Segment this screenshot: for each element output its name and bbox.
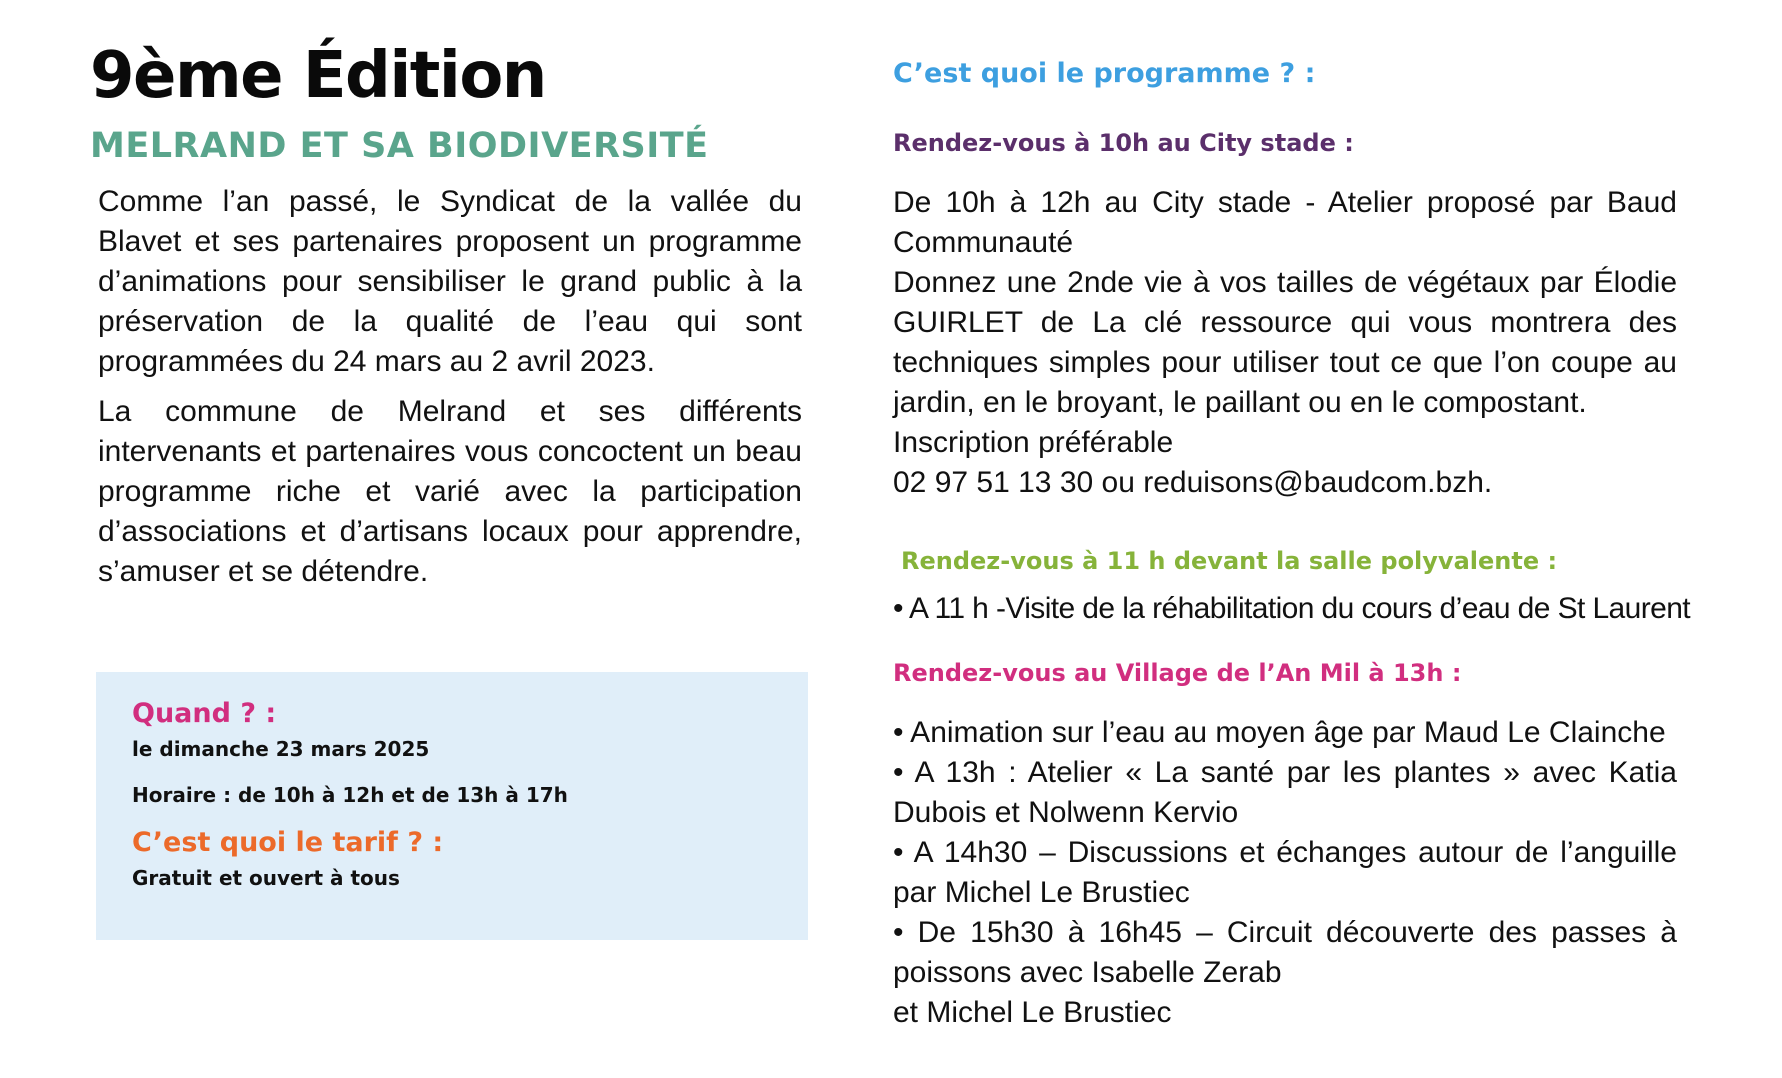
list-item-continuation: et Michel Le Brustiec [893,996,1172,1029]
left-column [90,40,802,592]
list-item: • Animation sur l’eau au moyen âge par Maud Le Clainche [893,716,1666,749]
price-text: Gratuit et ouvert à tous [132,866,400,891]
intro-paragraph: Comme l’an passé, le Syndicat de la vallée du Blavet et ses partenaires proposent un programme d’animations pour sensibiliser le grand public à la préservation de la qualité de l’eau qui sont programmées du 24 mars au 2 avril 2023. [98,184,802,378]
program-column [893,58,1691,1033]
event-hours: Horaire : de 10h à 12h et de 13h à 17h [132,783,568,808]
list-item: • A 14h30 – Discussions et échanges autour de l’anguille par Michel Le Brustiec [893,836,1677,909]
section-city-stade-heading: Rendez-vous à 10h au City stade : [893,129,1354,157]
commune-paragraph: La commune de Melrand et ses différents intervenants et partenaires vous concoctent un beau programme riche et varié avec la participation d’associations et d’artisans locaux pour apprendre, s’amuser et se détendre. [98,394,802,588]
when-heading: Quand ? : [132,698,277,729]
city-stade-text: De 10h à 12h au City stade - Atelier proposé par Baud Communauté [893,186,1677,259]
list-item: • A 11 h -Visite de la réhabilitation du cours d’eau de St Laurent [893,592,1691,625]
program-heading: C’est quoi le programme ? : [893,58,1316,89]
contact-line: 02 97 51 13 30 ou reduisons@baudcom.bzh. [893,466,1493,499]
event-subtitle: MELRAND ET SA BIODIVERSITÉ [90,125,709,166]
price-heading: C’est quoi le tarif ? : [132,827,444,859]
inscription-note: Inscription préférable [893,426,1174,459]
edition-title: 9ème Édition [90,39,546,113]
info-box [96,672,808,940]
list-item: • De 15h30 à 16h45 – Circuit découverte des passes à poissons avec Isabelle Zerab [893,916,1677,989]
city-stade-detail: Donnez une 2nde vie à vos tailles de végétaux par Élodie GUIRLET de La clé ressource qui vous montrera des techniques simples pour utiliser tout ce que l’on coupe au jardin, en le broyant, le paillant ou en le compostant. [893,266,1677,419]
section-salle-heading: Rendez-vous à 11 h devant la salle polyvalente : [901,547,1558,575]
section-village-heading: Rendez-vous au Village de l’An Mil à 13h : [893,659,1462,687]
list-item: • A 13h : Atelier « La santé par les plantes » avec Katia Dubois et Nolwenn Kervio [893,756,1677,829]
event-date: le dimanche 23 mars 2025 [132,737,430,762]
